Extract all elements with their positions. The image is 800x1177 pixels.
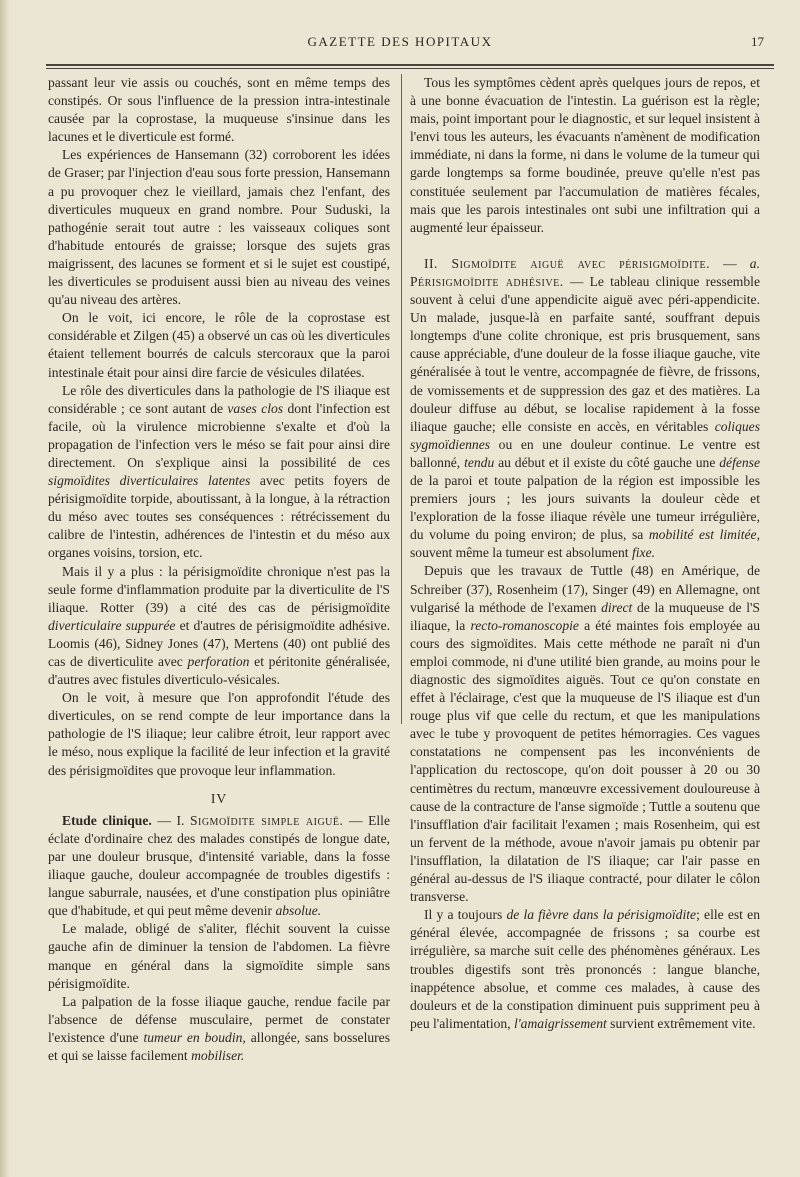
page-spine-shadow <box>0 0 10 1177</box>
running-header <box>0 34 800 54</box>
italic-term: tendu <box>464 454 495 470</box>
text-run: Mais il y a plus : la périsigmoïdite chronique n'est pas la seule forme d'inflammation produite par la diverticulite de l'S iliaque. Rotter (39) a cité des cas de périsigmoïdite <box>48 563 390 615</box>
right-column <box>410 74 760 1033</box>
page-number: 17 <box>751 34 764 49</box>
header-rule-thick <box>46 64 774 66</box>
text-run: de la paroi et toute palpation de la région est impossible les premiers jours ; les jours suivants la douleur cède et l'exploration de la fosse iliaque révèle une tumeur irrégulière, du volume du poing environ; de plus, sa <box>410 472 760 543</box>
text-run: ou en une douleur continue. Le ventre est ballonné, <box>410 436 760 470</box>
italic-term: perforation <box>187 654 250 669</box>
italic-term: fixe. <box>631 545 656 561</box>
italic-term: diverticulaire suppurée <box>48 617 176 633</box>
italic-term: absolue. <box>275 903 322 919</box>
italic-term: sigmoïdites diverticulaires latentes <box>48 473 251 489</box>
text-run: a été maintes fois employée au cours des sigmoïdites. Mais cette méthode ne paraît ni d'un emploi commode, ni d'une utilité bien grande, au moins pour le diagnostic des sigmoïdites aiguës. Tout ce qu'on constate en effet à l'éclairage, c'est que la muqueuse de l'S iliaque est d'un rouge plus vif que celle du rectum, et que les manipulations avec le tube y provoquent de petites hémorragies. Ces vagues constatations ne compensent pas les inconvénients de l'application du rectoscope, qu'on doit pousser à 20 ou 30 centimètres du rectum, manœuvre excessivement douloureuse à cause de la contracture de l'anse sigmoïde ; Tuttle a soutenu que l'insufflation d'air facilitait l'examen ; mais Rosenheim, qui est un fervent de la méthode, avoue n'avoir jamais pu obtenir par l'insufflation, la dilatation de l'S iliaque; car l'air passe en général au-dessus de l'S iliaque contracté, pour dilater le côlon transverse. <box>410 617 760 905</box>
text-run: Il y a toujours <box>424 907 507 923</box>
text-run: au début et il existe du côté gauche une <box>494 454 720 470</box>
paragraph: passant leur vie assis ou couchés, sont en même temps des constipés. Or sous l'influence de la pression intra-intestinale causée par la coprostase, la muqueuse s'insinue dans les lacunes et le diverticule est formé. <box>48 75 390 145</box>
paragraph <box>48 563 390 690</box>
italic-term: l'amaigrissement <box>514 1015 607 1031</box>
italic-term: de la fièvre dans la périsigmoïdite <box>506 907 697 923</box>
italic-term: a. <box>749 255 760 271</box>
paragraph <box>48 382 390 563</box>
text-run: Depuis que les travaux de Tuttle (48) en Amérique, de Schreiber (37), Rosenheim (17), Singer (49) en Allemagne, ont vulgarisé la méthode de l'examen <box>410 563 760 615</box>
italic-term: tumeur en boudin, <box>143 1029 246 1045</box>
text-run: avec petits foyers de périsigmoïdite torpide, aboutissant, à la longue, à la rétraction du méso avec toutes ses conséquences : rétrécissement du calibre de l'intestin, adhérences de l'intestin et du méso aux organes voisins, torsion, etc. <box>48 473 390 561</box>
text-run: La palpation de la fosse iliaque gauche, rendue facile par l'absence de défense musculaire, permet de constater l'existence d'une <box>48 993 390 1045</box>
header-rule-thin <box>46 68 774 69</box>
text-run: — Elle éclate d'ordinaire chez des malades constipés de longue date, par une douleur brusque, d'intensité variable, dans la fosse iliaque gauche, douleur accompagnée de troubles digestifs : langue saburrale, nausées, et d'une constipation plus opiniâtre que d'habitude, et qui peut même devenir <box>48 812 390 919</box>
paragraph: Le malade, obligé de s'aliter, fléchit souvent la cuisse gauche afin de diminuer la tension de l'abdomen. La fièvre manque en général dans la sigmoïdite simple sans périsigmoïdite. <box>48 921 390 991</box>
paragraph: Les expériences de Hansemann (32) corroborent les idées de Graser; par l'injection d'eau sous forte pression, Hansemann a pu provoquer chez le vieillard, jamais chez l'enfant, des diverticules muqueux en grand nombre. Pour Suduski, la pathogénie serait tout autre : les vaisseaux coliques sont d'habitude entourés de graisse; lorsque des sujets gras maigrissent, des lacunes se forment et si le sujet est coustipé, les diverticules se produisent aussi bien au niveau des veines qu'au niveau des artères. <box>48 147 390 308</box>
paragraph <box>48 812 390 921</box>
paragraph: Tous les symptômes cèdent après quelques jours de repos, et à une bonne évacuation de l'intestin. La guérison est la règle; mais, point important pour le diagnostic, et sur lequel insistent à l'envi tous les auteurs, les évacuants n'amènent de modification immédiate, ni dans la forme, ni dans le volume de la tumeur qui garde longtemps sa forme boudinée, preuve qu'elle n'est pas constituée seulement par l'accumulation de matières fécales, mais que les parois intestinales ont subi une infiltration qui a augmenté leur épaisseur. <box>410 75 760 235</box>
text-run: souvent même la tumeur est absolument <box>410 545 632 561</box>
text-run: et péritonite généralisée, d'autres avec fistules diverticulo-vésicales. <box>48 654 390 688</box>
italic-term: recto-romanoscopie <box>470 617 579 633</box>
italic-term: coliques sygmoïdiennes <box>410 418 760 452</box>
subsection-heading: Sigmoïdite simple aiguë. <box>189 812 344 828</box>
italic-term: mobiliser. <box>191 1047 245 1063</box>
paragraph: On le voit, à mesure que l'on approfondit l'étude des diverticules, on se rend compte de leur importance dans la pathologie de l'S iliaque; leur calibre étroit, leur rapport avec le méso, nous explique la facilité de leur infection et la gravité des périsigmoïdites que provoque leur inflammation. <box>48 690 390 778</box>
section-heading: Etude clinique. <box>62 812 152 828</box>
italic-term: mobilité est limitée, <box>648 527 760 543</box>
subsection-heading: II. Sigmoïdite aiguë avec périsigmoïdite. <box>424 255 711 271</box>
text-run: et d'autres de périsigmoïdite adhésive. Loomis (46), Sidney Jones (47), Mertens (40) ont publié des cas de diverticulite avec <box>48 617 391 669</box>
paragraph <box>48 993 390 1065</box>
italic-term: vases clos <box>227 400 284 416</box>
text-run: dont l'infection est facile, où la virulence microbienne s'exalte et d'où la propagation de l'infection vers le méso se fait pour ainsi dire directement. On s'explique ainsi la possibilité de ces <box>48 400 390 470</box>
italic-term: direct <box>601 599 633 615</box>
text-run: ; elle est en général élevée, accompagnée de frissons ; sa courbe est irrégulière, sa marche suit celle des phénomènes généraux. Les troubles digestifs sont très prononcés : langue blanche, inappétence absolue, et comme ces malades, à cause des douleurs et de la constipation diminuent puis suppriment peu à peu l'alimentation, <box>410 907 760 1031</box>
text-run: de la muqueuse de l'S iliaque, la <box>410 599 760 633</box>
section-number: IV <box>210 790 228 806</box>
text-run: — Le tableau clinique ressemble souvent à celui d'une appendicite aiguë avec péri-appendicite. Un malade, jusque-là en parfaite santé, souffrant depuis longtemps d'une colite chronique, est pris brusquement, sans cause appréciable, d'une douleur de la fosse iliaque gauche, vite généralisée à tout le ventre, accompagnée de fièvre, de frissons, de vomissements et de suppression des gaz et des matières. La douleur diffuse au début, se localise rapidement à la fosse iliaque gauche; elle consiste en accès, en véritables <box>410 273 760 434</box>
publication-title: GAZETTE DES HOPITAUX <box>307 34 493 49</box>
paragraph <box>410 562 760 906</box>
left-column <box>48 74 390 1065</box>
text-run: — I. <box>151 812 190 828</box>
text-run: — <box>710 255 750 271</box>
column-divider <box>401 74 402 724</box>
italic-term: défense <box>719 454 760 470</box>
paragraph: On le voit, ici encore, le rôle de la coprostase est considérable et Zilgen (45) a observé un cas où les diverticules étaient tellement bourrés de calculs stercoraux que la paroi intestinale était pour ainsi dire farcie de vésicules dilatées. <box>48 310 390 380</box>
text-run: allongée, sans bosselures et qui se laisse facilement <box>48 1029 390 1063</box>
subsection-heading: Périsigmoïdite adhésive. <box>410 273 564 289</box>
paragraph <box>410 255 760 563</box>
text-run: survient extrêmement vite. <box>606 1015 756 1031</box>
text-run: Le rôle des diverticules dans la pathologie de l'S iliaque est considérable ; ce sont autant de <box>48 382 390 416</box>
paragraph <box>410 906 760 1033</box>
